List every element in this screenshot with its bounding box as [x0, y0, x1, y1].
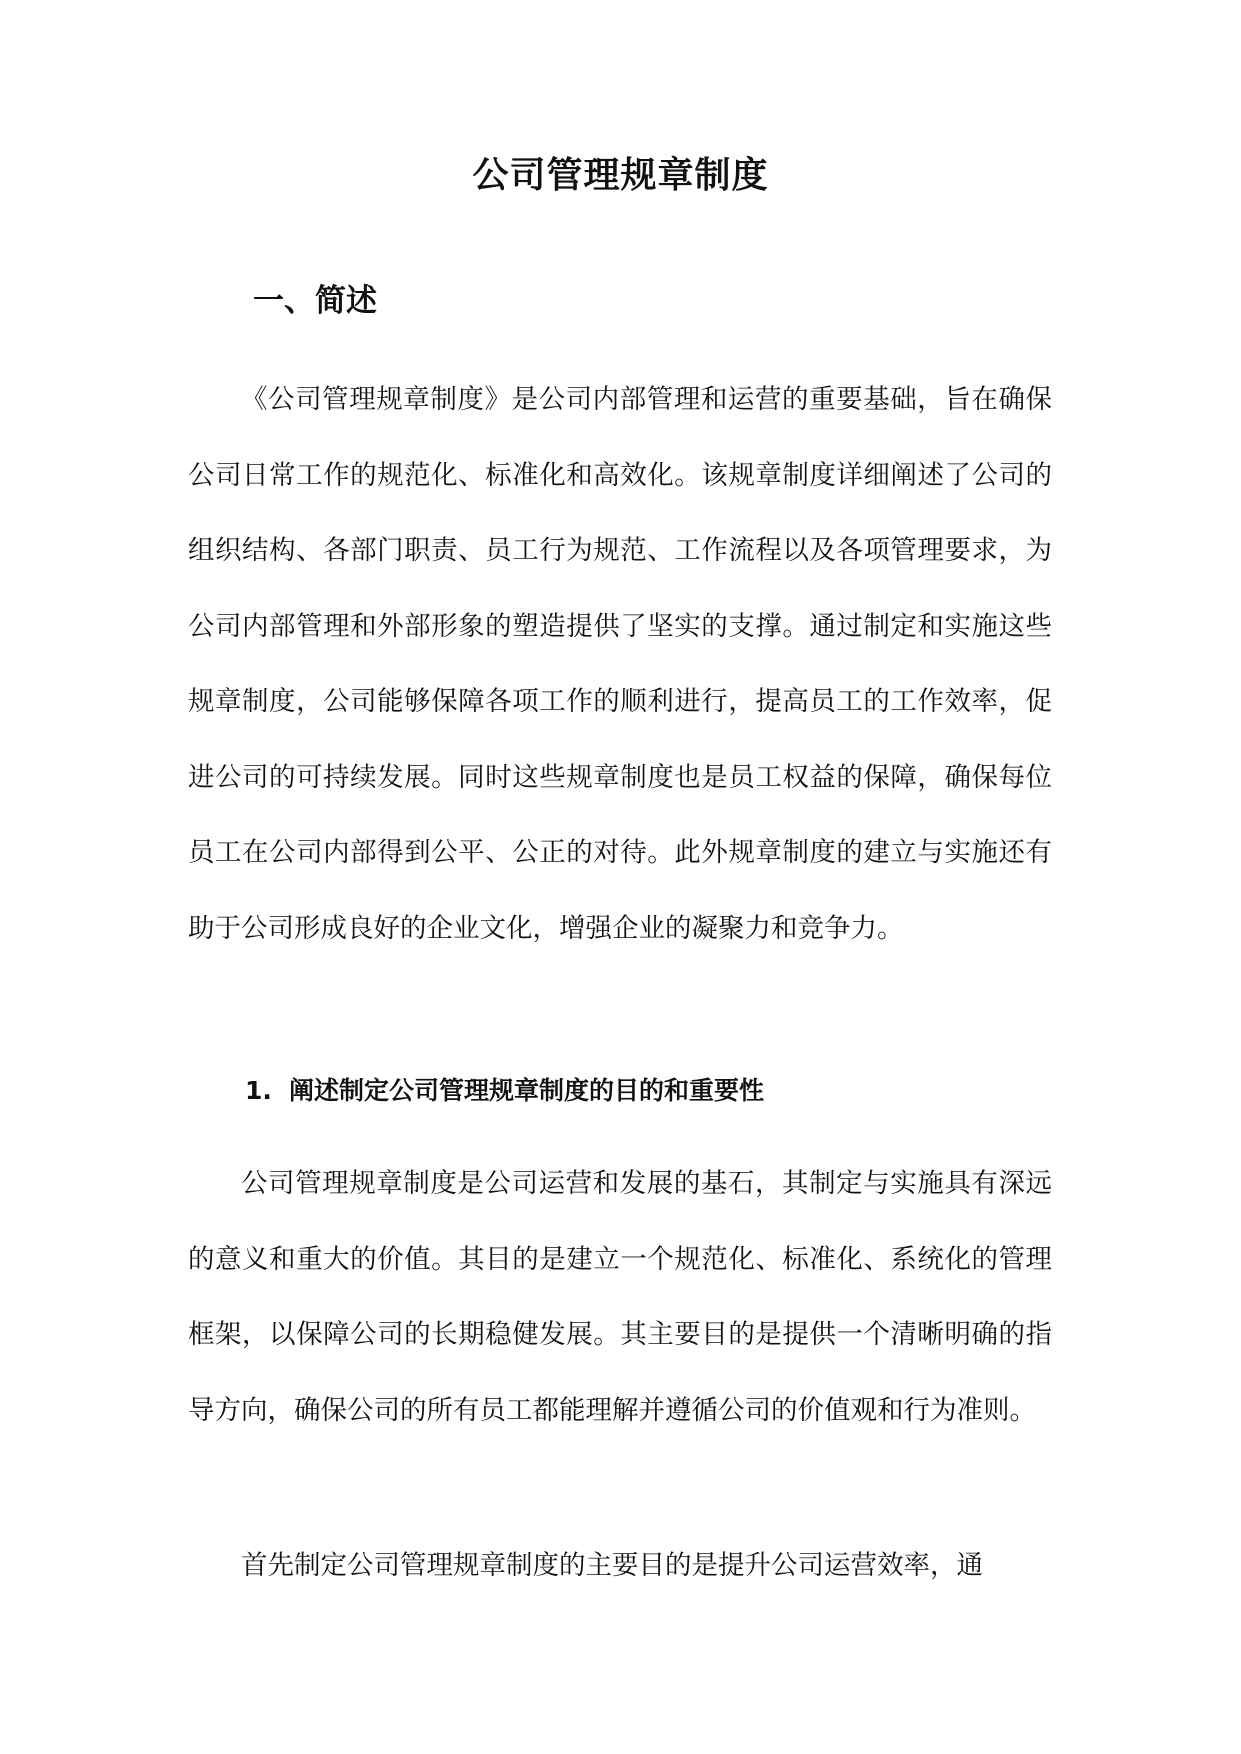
intro-paragraph: 《公司管理规章制度》是公司内部管理和运营的重要基础，旨在确保公司日常工作的规范化、标准化和高效化。该规章制度详细阐述了公司的组织结构、各部门职责、员工行为规范、工作流程以及各项管理要求，为公司内部管理和外部形象的塑造提供了坚实的支撑。通过制定和实施这些规章制度，公司能够保障各项工作的顺利进行，提高员工的工作效率，促进公司的可持续发展。同时这些规章制度也是员工权益的保障，确保每位员工在公司内部得到公平、公正的对待。此外规章制度的建立与实施还有助于公司形成良好的企业文化，增强企业的凝聚力和竞争力。: [188, 384, 1052, 944]
first-point-paragraph: 首先制定公司管理规章制度的主要目的是提升公司运营效率，通: [241, 1550, 983, 1581]
purpose-paragraph: 公司管理规章制度是公司运营和发展的基石，其制定与实施具有深远的意义和重大的价值。其目的是建立一个规范化、标准化、系统化的管理框架，以保障公司的长期稳健发展。其主要目的是提供一个清晰明确的指导方向，确保公司的所有员工都能理解并遵循公司的价值观和行为准则。: [188, 1168, 1052, 1426]
subheading-text: 阐述制定公司管理规章制度的目的和重要性: [289, 1076, 765, 1105]
document-title: 公司管理规章制度: [472, 155, 769, 196]
subheading: [245, 1069, 764, 1113]
subheading-number: 1.: [245, 1076, 272, 1105]
section-heading: 一、简述: [253, 283, 377, 319]
